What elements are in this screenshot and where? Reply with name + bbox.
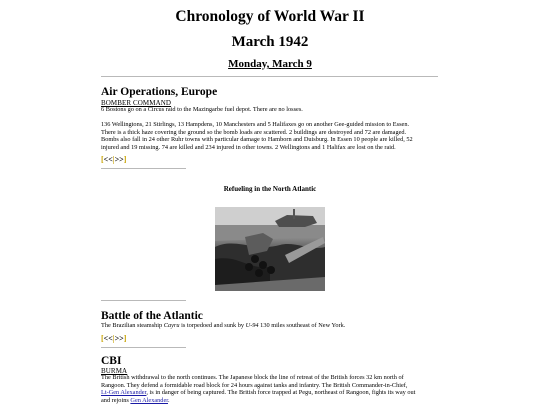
section-title-cbi: CBI <box>101 355 122 367</box>
section-title-battle-of-the-atlantic: Battle of the Atlantic <box>101 310 203 322</box>
section-divider <box>101 300 186 301</box>
air-paragraph-2-line: injured and 19 missing. 74 are killed and 234 injured in other towns. 2 Wellingtons and 1 Halifax are lost on the raid. <box>101 143 396 151</box>
alexander-link[interactable]: Lt-Gen Alexander <box>101 389 147 397</box>
site-title: Chronology of World War II <box>175 8 365 25</box>
photo-caption: Refueling in the North Atlantic <box>223 185 317 193</box>
next-link[interactable]: >> <box>114 334 124 343</box>
nav-atlantic: [<<|>>] <box>101 334 127 343</box>
cbi-line: and rejoins Gen Alexander. <box>101 396 170 404</box>
header-divider <box>101 76 438 77</box>
air-paragraph-2-line: Bombs also fall in 24 other Ruhr towns with particular damage to Hamborn and Duisburg. In Essen 10 people are killed, 52 <box>101 136 413 144</box>
prev-link[interactable]: << <box>103 155 113 164</box>
air-paragraph-2-line: 136 Wellingtons, 21 Stirlings, 13 Hampdens, 10 Manchesters and 5 Halifaxes go on another Gee-guided mission to Essen. <box>101 121 410 128</box>
subheading-bomber-command: BOMBER COMMAND <box>101 99 172 107</box>
uboat-name: U-94 <box>245 322 259 329</box>
subheading-burma: BURMA <box>101 367 128 375</box>
day-title: Monday, March 9 <box>228 58 312 70</box>
cbi-line: Rangoon. They defend a formidable road block for 24 hours against tanks and infantry. The British Commander-in-Chief, <box>101 381 408 389</box>
cbi-paragraph <box>101 374 446 404</box>
section-divider <box>101 168 186 169</box>
prev-link[interactable]: << <box>103 334 113 343</box>
nav-air: [<<|>>] <box>101 155 127 164</box>
month-title: March 1942 <box>231 34 309 50</box>
air-paragraph-1: 6 Bostons go on a Circus raid to the Mazingarbe fuel depot. There are no losses. <box>101 106 303 113</box>
cbi-line: Lt-Gen Alexander, is in danger of being captured. The British force trapped at Pegu, northeast of Rangoon, fights its way out <box>101 389 416 397</box>
refueling-photo[interactable] <box>215 207 325 291</box>
section-divider <box>101 347 186 348</box>
next-link[interactable]: >> <box>114 155 124 164</box>
cbi-line: The British withdrawal to the north continues. The Japanese block the line of retreat of the British forces 32 km north of <box>101 374 404 381</box>
atlantic-paragraph: The Brazilian steamship Cayru is torpedoed and sunk by U-94 130 miles southeast of New York. <box>101 322 346 329</box>
section-title-air-operations: Air Operations, Europe <box>101 86 218 98</box>
air-paragraph-2 <box>101 121 446 151</box>
air-paragraph-2-line: There is a thick haze covering the ground so the bomb loads are scattered. 2 buildings are destroyed and 72 are damaged. <box>101 128 407 136</box>
gen-alexander-link[interactable]: Gen Alexander <box>130 396 168 404</box>
ship-name: Cayru <box>163 322 180 329</box>
